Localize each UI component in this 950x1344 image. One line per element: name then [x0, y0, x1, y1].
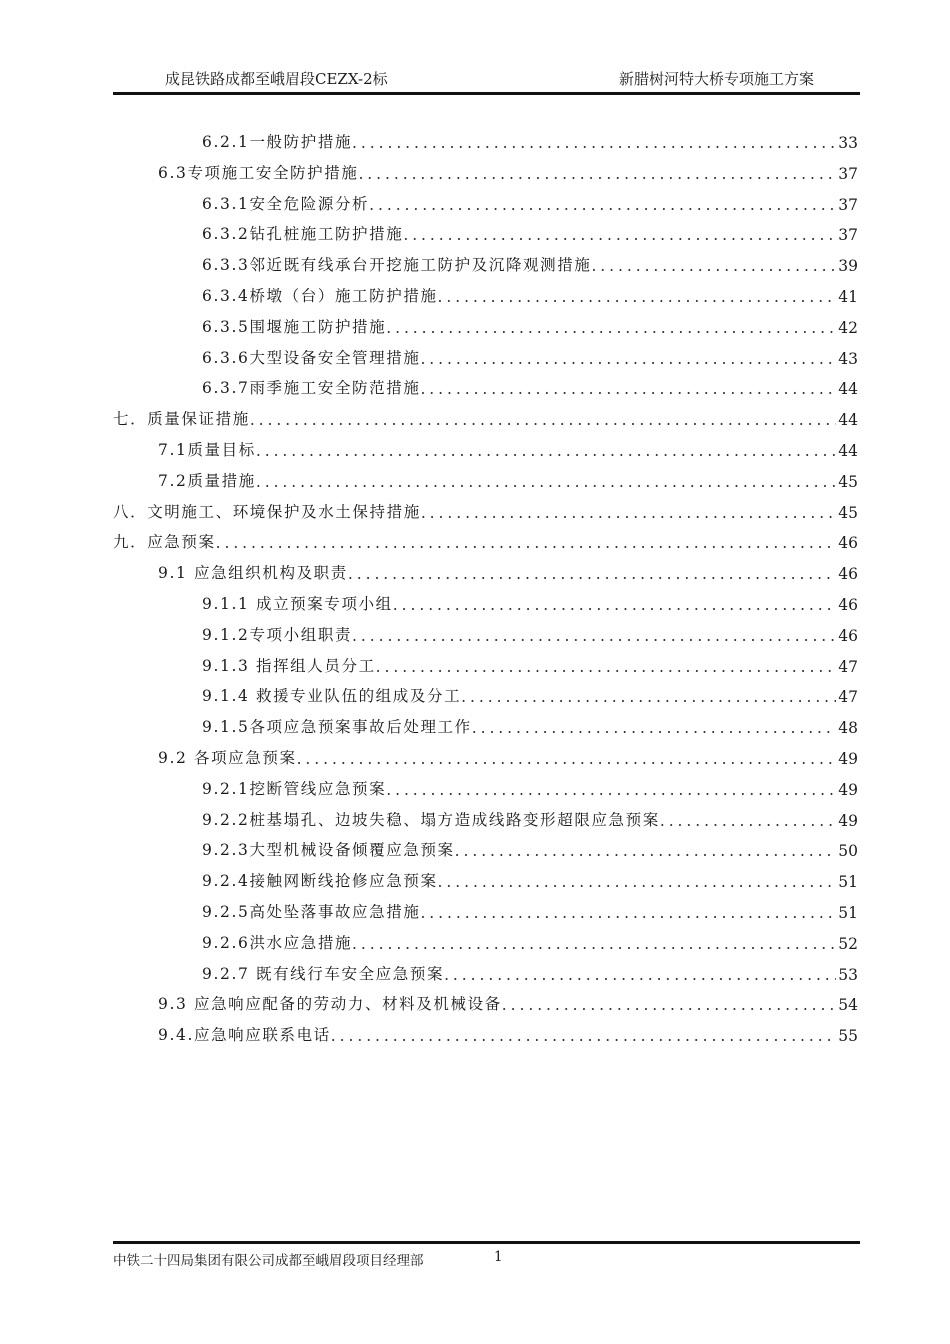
toc-dot-leader: [403, 226, 836, 244]
toc-entry-page: 53: [838, 965, 858, 984]
toc-entry-title: 9.1.3 指挥组人员分工: [202, 656, 376, 675]
toc-entry-title: 6.3.2钻孔桩施工防护措施: [202, 225, 404, 244]
toc-entry-title: 9.2.6洪水应急措施: [202, 933, 353, 952]
toc-entry-title: 7.1质量目标: [158, 441, 256, 459]
toc-entry-page: 45: [838, 472, 858, 491]
toc-entry-title: 9.3 应急响应配备的劳动力、材料及机械设备: [158, 995, 502, 1014]
toc-entry-page: 49: [838, 811, 858, 830]
toc-entry-page: 43: [838, 349, 858, 368]
toc-entry-title: 9.2.4接触网断线抢修应急预案: [202, 872, 438, 891]
toc-entry-page: 46: [838, 626, 858, 645]
page-header: [113, 68, 860, 92]
toc-entry[interactable]: [202, 247, 858, 275]
toc-entry[interactable]: [202, 832, 858, 860]
toc-entry-page: 41: [838, 288, 858, 306]
toc-dot-leader: [444, 966, 836, 984]
toc-entry[interactable]: [202, 124, 858, 152]
toc-dot-leader: [352, 627, 836, 645]
toc-entry-title: 6.3.7雨季施工安全防范措施: [202, 379, 421, 398]
footer-organization: 中铁二十四局集团有限公司成都至峨眉段项目经理部: [113, 1253, 424, 1269]
toc-entry-title: 九．应急预案: [113, 533, 216, 552]
toc-entry-page: 37: [838, 195, 858, 214]
toc-entry[interactable]: [202, 956, 858, 984]
toc-dot-leader: [331, 1027, 836, 1045]
toc-entry[interactable]: [113, 401, 858, 429]
toc-dot-leader: [455, 842, 837, 860]
toc-dot-leader: [420, 904, 836, 922]
toc-entry-page: 47: [838, 688, 858, 707]
toc-entry[interactable]: [202, 186, 858, 214]
toc-entry-title: 9.2.1挖断管线应急预案: [202, 779, 387, 798]
toc-entry-page: 33: [838, 134, 858, 152]
toc-entry-title: 八．文明施工、环境保护及水土保持措施: [113, 502, 421, 521]
toc-entry-page: 49: [838, 750, 858, 768]
toc-entry-page: 46: [838, 565, 858, 584]
toc-entry[interactable]: [158, 463, 858, 491]
toc-entry-page: 44: [838, 442, 858, 460]
toc-dot-leader: [297, 750, 837, 768]
footer-page-number: 1: [494, 1249, 503, 1265]
toc-dot-leader: [591, 257, 836, 275]
toc-dot-leader: [660, 812, 836, 830]
toc-entry[interactable]: [202, 802, 858, 830]
toc-entry-page: 37: [838, 226, 858, 245]
toc-entry-page: 39: [838, 257, 858, 276]
toc-dot-leader: [250, 411, 836, 429]
toc-dot-leader: [348, 565, 836, 583]
toc-entry[interactable]: [202, 678, 858, 706]
toc-entry-title: 6.2.1一般防护措施: [202, 133, 353, 151]
toc-entry[interactable]: [158, 986, 858, 1014]
toc-entry-title: 七．质量保证措施: [113, 410, 250, 429]
toc-entry-page: 50: [838, 842, 858, 861]
toc-entry[interactable]: [202, 586, 858, 614]
toc-entry[interactable]: [202, 340, 858, 368]
toc-entry-page: 44: [838, 380, 858, 399]
toc-dot-leader: [393, 596, 836, 614]
toc-entry[interactable]: [158, 740, 858, 768]
toc-entry-page: 46: [838, 596, 858, 614]
toc-entry-title: 6.3.3邻近既有线承台开挖施工防护及沉降观测措施: [202, 256, 592, 275]
toc-dot-leader: [386, 319, 836, 337]
toc-entry[interactable]: [202, 894, 858, 922]
toc-entry-title: 6.3.6大型设备安全管理措施: [202, 348, 421, 367]
toc-entry[interactable]: [158, 1017, 858, 1045]
toc-entry-title: 9.2.3大型机械设备倾覆应急预案: [202, 841, 455, 860]
toc-entry[interactable]: [113, 494, 858, 522]
toc-entry-page: 51: [838, 904, 858, 922]
toc-entry[interactable]: [113, 524, 858, 552]
toc-entry[interactable]: [158, 432, 858, 460]
toc-dot-leader: [386, 781, 836, 799]
toc-entry-title: 9.1.5各项应急预案事故后处理工作: [202, 718, 472, 737]
toc-entry-title: 6.3.5围堰施工防护措施: [202, 317, 387, 336]
toc-entry[interactable]: [202, 863, 858, 891]
toc-dot-leader: [502, 996, 836, 1014]
toc-entry[interactable]: [202, 771, 858, 799]
toc-entry-title: 6.3专项施工安全防护措施: [158, 163, 359, 182]
toc-entry[interactable]: [202, 370, 858, 398]
toc-entry-title: 9.1 应急组织机构及职责: [158, 564, 348, 583]
toc-entry[interactable]: [202, 709, 858, 737]
toc-dot-leader: [369, 196, 836, 214]
toc-entry-page: 46: [838, 534, 858, 553]
toc-entry-title: 9.2 各项应急预案: [158, 749, 297, 767]
toc-dot-leader: [438, 288, 837, 306]
toc-dot-leader: [256, 442, 836, 460]
toc-entry-title: 9.1.4 救援专业队伍的组成及分工: [202, 687, 462, 706]
toc-dot-leader: [216, 534, 837, 552]
header-divider: [113, 92, 860, 95]
toc-entry-page: 51: [838, 873, 858, 892]
toc-dot-leader: [438, 873, 837, 891]
toc-entry-title: 6.3.1安全危险源分析: [202, 194, 370, 213]
toc-dot-leader: [420, 350, 836, 368]
toc-entry-page: 49: [838, 780, 858, 799]
toc-entry-title: 9.1.1 成立预案专项小组: [202, 595, 393, 613]
header-document-title: 新腊树河特大桥专项施工方案: [618, 70, 814, 88]
toc-entry-title: 9.1.2专项小组职责: [202, 625, 353, 644]
toc-entry-page: 47: [838, 657, 858, 676]
toc-entry-page: 52: [838, 934, 858, 953]
toc-dot-leader: [256, 473, 836, 491]
toc-entry[interactable]: [202, 617, 858, 645]
toc-entry-title: 9.2.5高处坠落事故应急措施: [202, 903, 421, 921]
toc-entry-title: 9.2.7 既有线行车安全应急预案: [202, 964, 445, 983]
toc-entry-page: 55: [838, 1027, 858, 1046]
toc-dot-leader: [358, 165, 836, 183]
footer-divider: [113, 1241, 860, 1244]
toc-entry-page: 42: [838, 318, 858, 337]
toc-entry[interactable]: [202, 216, 858, 244]
toc-entry-title: 7.2质量措施: [158, 471, 256, 490]
toc-entry-page: 48: [838, 719, 858, 738]
toc-dot-leader: [472, 719, 837, 737]
toc-dot-leader: [376, 658, 837, 676]
toc-dot-leader: [352, 134, 836, 152]
toc-entry-title: 9.2.2桩基塌孔、边坡失稳、塌方造成线路变形超限应急预案: [202, 810, 660, 829]
toc-entry-title: 9.4.应急响应联系电话: [158, 1026, 331, 1045]
toc-dot-leader: [352, 935, 836, 953]
toc-dot-leader: [420, 380, 836, 398]
toc-entry[interactable]: [158, 155, 858, 183]
toc-dot-leader: [421, 504, 836, 522]
toc-entry[interactable]: [202, 309, 858, 337]
toc-entry[interactable]: [202, 925, 858, 953]
toc-entry-title: 6.3.4桥墩（台）施工防护措施: [202, 287, 438, 305]
header-project-name: 成昆铁路成都至峨眉段CEZX-2标: [165, 70, 388, 88]
toc-entry[interactable]: [158, 555, 858, 583]
toc-entry-page: 54: [838, 996, 858, 1015]
toc-entry[interactable]: [202, 648, 858, 676]
toc-entry-page: 44: [838, 411, 858, 430]
toc-dot-leader: [461, 688, 836, 706]
toc-entry-page: 37: [838, 164, 858, 183]
toc-entry[interactable]: [202, 278, 858, 306]
toc-entry-page: 45: [838, 503, 858, 522]
